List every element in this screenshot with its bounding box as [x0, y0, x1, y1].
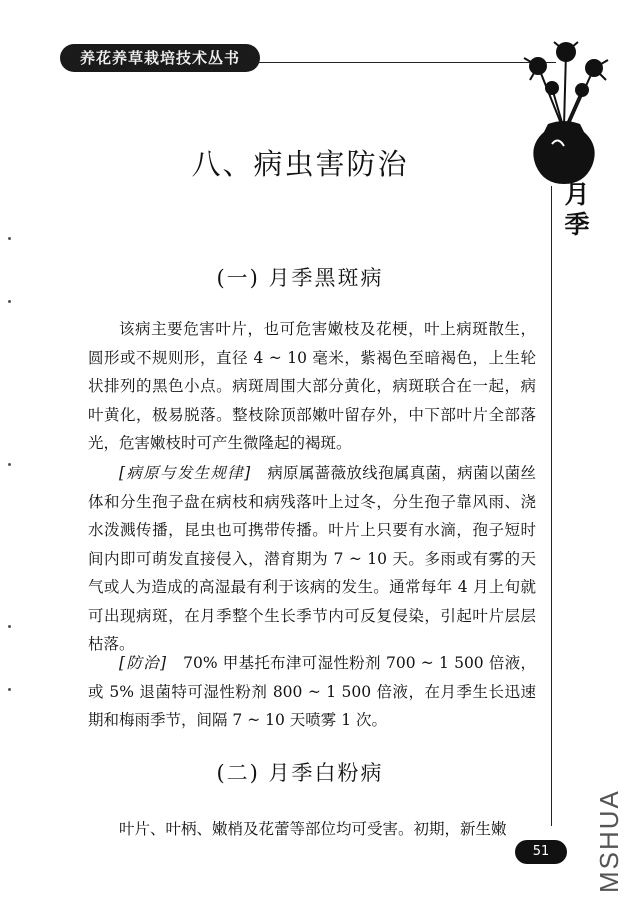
body-paragraph — [88, 815, 536, 844]
section-title: (一) 月季黑斑病 — [216, 266, 384, 290]
section-title: (二) 月季白粉病 — [216, 761, 384, 785]
body-paragraph — [88, 649, 536, 735]
paragraph-label: [防治] — [119, 654, 167, 672]
side-tab-char: 季 — [564, 210, 590, 239]
scan-speck — [8, 463, 11, 466]
paragraph-text: 病原属蔷薇放线孢属真菌，病菌以菌丝体和分生孢子盘在病枝和病残落叶上过冬，分生孢子靠风雨、浇水泼溅传播，昆虫也可携带传播。叶片上只要有水滴，孢子短时间内即可萌发直接侵入，潜育期为 7 ~ 10 天。多雨或有雾的天气或人为造成的高湿最有利于该病的发生。通常每年 4 月上旬就可出现病斑，在月季整个生长季节内可反复侵染，引起叶片层层枯落。 — [88, 464, 536, 653]
scan-speck — [8, 625, 11, 628]
watermark — [578, 755, 637, 895]
series-title-banner: 养花养草栽培技术丛书 — [60, 44, 260, 72]
side-tab-char: 月 — [564, 180, 590, 209]
paragraph-text: 70% 甲基托布津可湿性粉剂 700 ~ 1 500 倍液，或 5% 退菌特可湿性粉剂 800 ~ 1 500 倍液，在月季生长迅速期和梅雨季节，间隔 7 ~ 10 天喷雾 1 次。 — [88, 654, 536, 729]
page-number-badge: 51 — [515, 840, 567, 864]
paragraph-text: 叶片、叶柄、嫩梢及花蕾等部位均可受害。初期，新生嫩 — [119, 820, 507, 838]
body-paragraph — [88, 315, 536, 458]
paragraph-text: 该病主要危害叶片，也可危害嫩枝及花梗，叶上病斑散生，圆形或不规则形，直径 4 ~ 10 毫米，紫褐色至暗褐色，上生轮状排列的黑色小点。病斑周围大部分黄化，病斑联合在一起，病叶黄化，极易脱落。整枝除顶部嫩叶留存外，中下部叶片全部落光，危害嫩枝时可产生微隆起的褐斑。 — [88, 320, 536, 452]
scan-speck — [8, 300, 11, 303]
chapter-title: 八、病虫害防治 — [191, 147, 409, 181]
paragraph-label: [病原与发生规律] — [119, 464, 252, 482]
scan-speck — [8, 688, 11, 691]
side-tab-label — [560, 180, 594, 240]
scan-speck — [8, 237, 11, 240]
body-paragraph — [88, 459, 536, 659]
watermark-text: MSHUA — [594, 789, 624, 893]
